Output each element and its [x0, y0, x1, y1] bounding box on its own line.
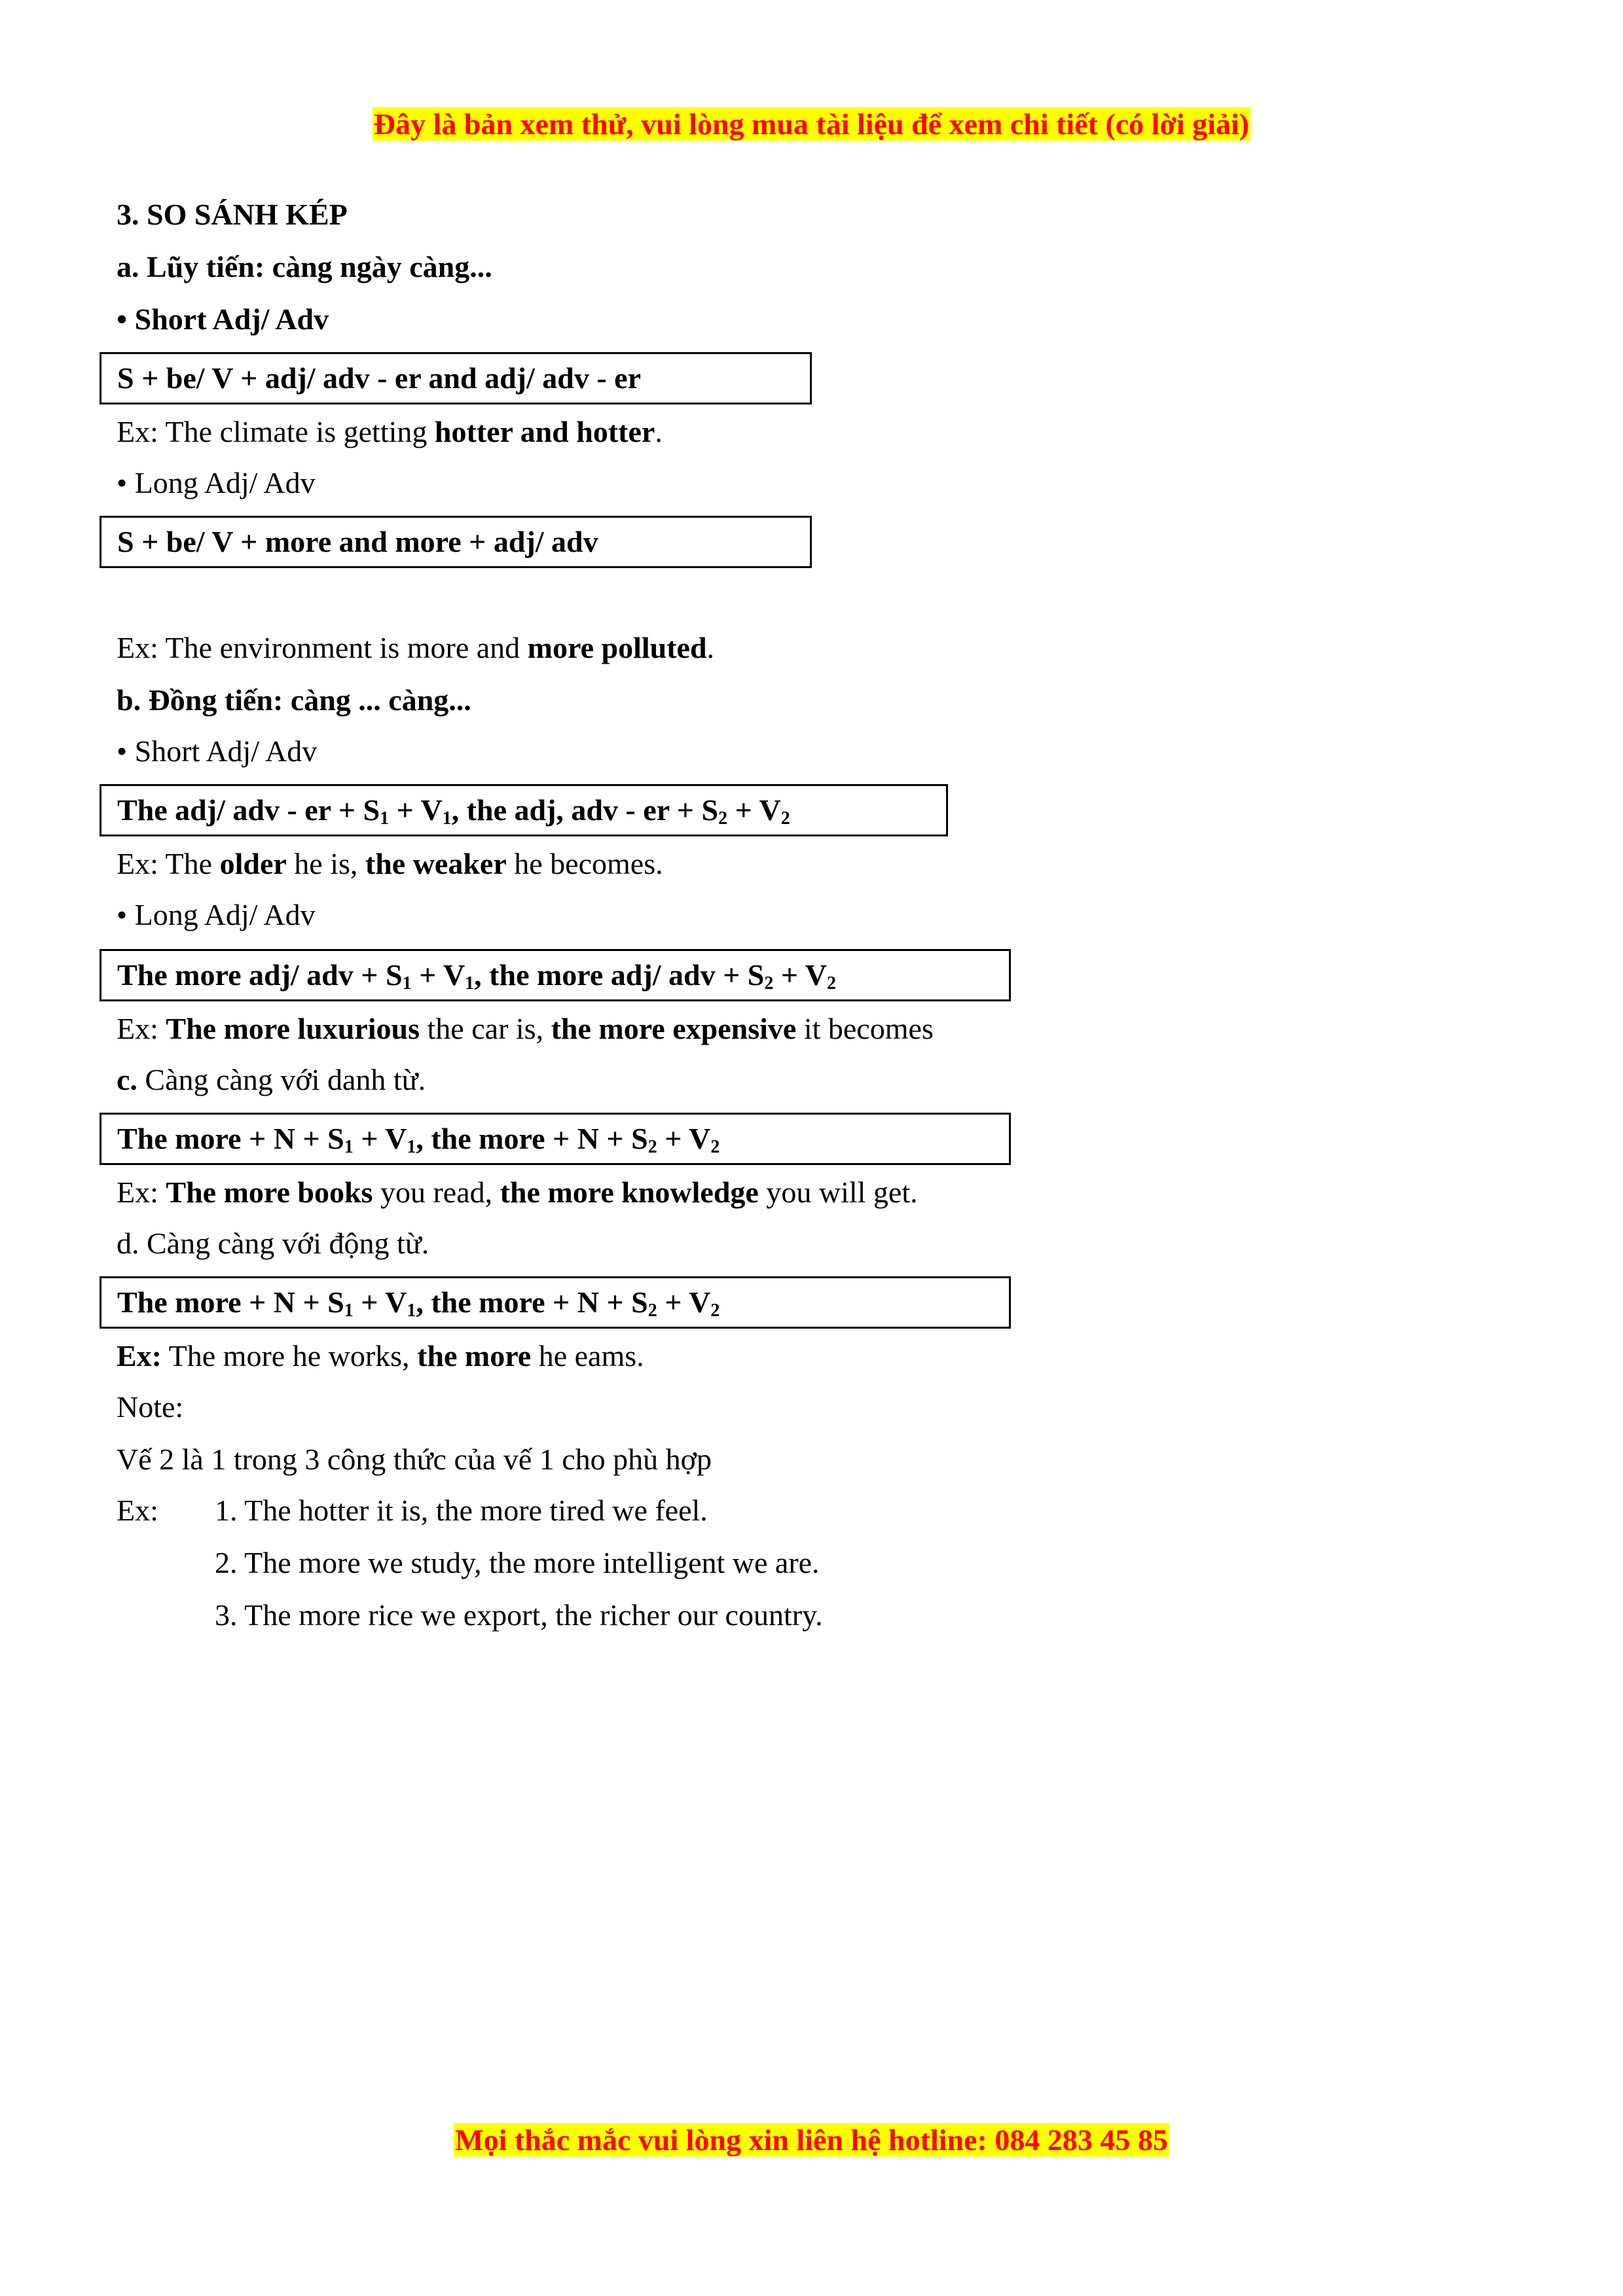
b-long-example: Ex: The more luxurious the car is, the more expensive it becomes — [117, 1012, 934, 1045]
heading-a: a. Lũy tiến: càng ngày càng... — [117, 250, 492, 283]
formula-box-b-short: The adj/ adv - er + $S_1 + V_1$, the adj, adv - er + $S_2 + V_2$ — [100, 784, 948, 836]
b-short-label: • Short Adj/ Adv — [117, 734, 318, 768]
formula-box-c: The more + $N + S_1 + V_1$, the more + $N + S_2 + V_2$ — [100, 1113, 1011, 1165]
section-title: 3. SO SÁNH KÉP — [117, 198, 348, 231]
formula-box-d: The more + $N + S_1 + V_1$, the more + $N + S_2 + V_2$ — [100, 1276, 1011, 1329]
heading-d: d. Càng càng với động từ. — [117, 1227, 429, 1260]
c-example: Ex: The more books you read, the more knowledge you will get. — [117, 1175, 918, 1209]
heading-c: c. Càng càng với danh từ. — [117, 1063, 426, 1096]
a-long-label: • Long Adj/ Adv — [117, 466, 316, 499]
b-long-label: • Long Adj/ Adv — [117, 898, 316, 931]
note-label: Note: — [117, 1390, 184, 1424]
header-banner: Đây là bản xem thử, vui lòng mua tài liệu để xem chi tiết (có lời giải) — [373, 107, 1250, 141]
formula-box-a-short: S + be/ V + adj/ adv - er and adj/ adv - er — [100, 352, 812, 404]
heading-b: b. Đồng tiến: càng ... càng... — [117, 683, 471, 717]
b-short-example: Ex: The older he is, the weaker he becomes. — [117, 847, 663, 880]
a-short-label: • Short Adj/ Adv — [117, 302, 329, 336]
formula-box-a-long: S + be/ V + more and more + adj/ adv — [100, 516, 812, 568]
note-text: Vế 2 là 1 trong 3 công thức của vế 1 cho phù hợp — [117, 1443, 712, 1476]
a-long-example: Ex: The environment is more and more polluted. — [117, 631, 715, 664]
footer-banner: Mọi thắc mắc vui lòng xin liên hệ hotline: 084 283 45 85 — [455, 2123, 1168, 2157]
note-example-2: 2. The more we study, the more intelligent we are. — [215, 1546, 820, 1579]
d-example: Ex: The more he works, the more he eams. — [117, 1339, 644, 1372]
formula-box-b-long: The more adj/ adv + $S_1 + V_1$, the more adj/ adv + $S_2 + V_2$ — [100, 949, 1011, 1001]
a-short-example: Ex: The climate is getting hotter and hotter. — [117, 415, 663, 448]
note-example-1: Ex: 1. The hotter it is, the more tired we feel. — [117, 1494, 708, 1527]
note-example-3: 3. The more rice we export, the richer our country. — [215, 1598, 823, 1632]
